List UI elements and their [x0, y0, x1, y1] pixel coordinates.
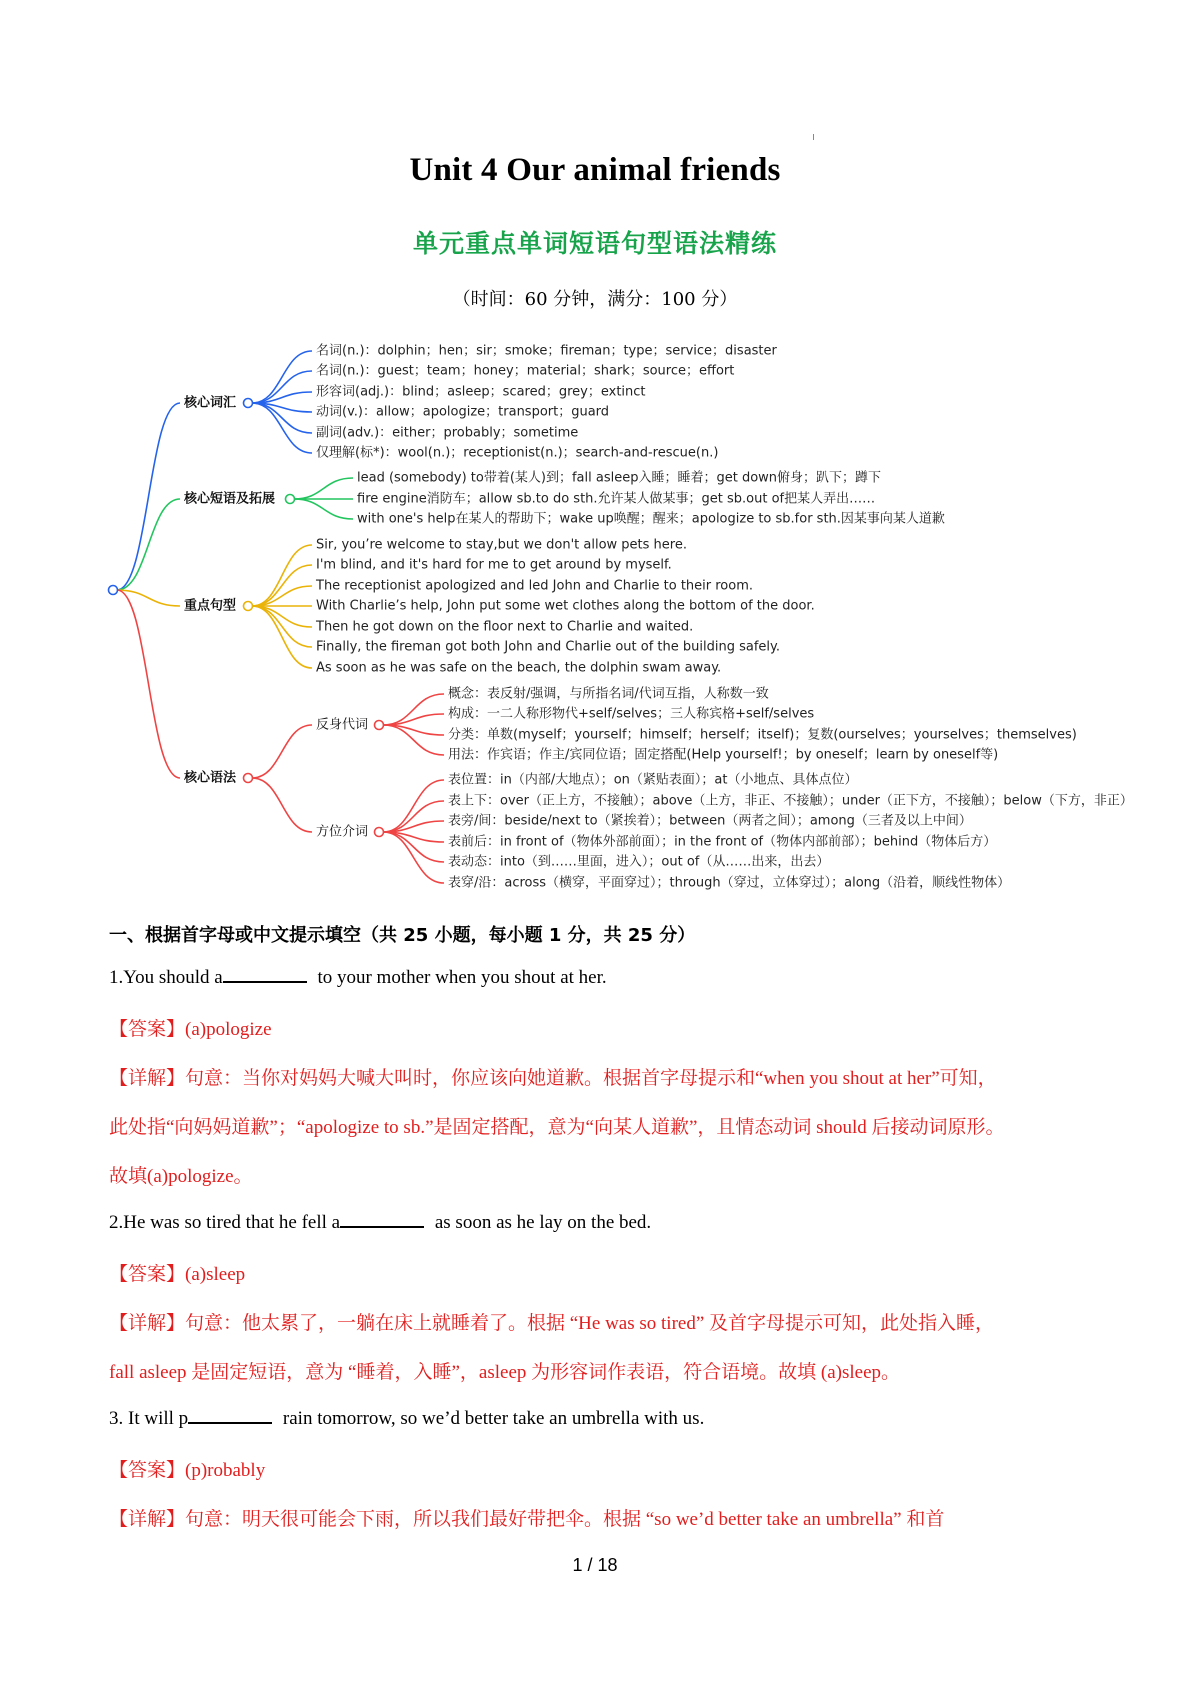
branch-item: 名词(n.)：guest；team；honey；material；shark；source；effort: [316, 363, 735, 379]
branch-label: 核心短语及拓展: [184, 491, 276, 507]
branch-item: fire engine消防车；allow sb.to do sth.允许某人做某事；get sb.out of把某人弄出……: [357, 491, 876, 507]
subbranch-item: 概念：表反射/强调，与所指名词/代词互指，人称数一致: [448, 686, 769, 702]
branch-label: 核心语法: [184, 770, 237, 786]
explanation-1-line-2: 此处指“向妈妈道歉”；“apologize to sb.”是固定搭配，意为“向某人道歉”，且情态动词 should 后接动词原形。: [109, 1117, 1005, 1138]
branch-item: The receptionist apologized and led John and Charlie to their room.: [316, 578, 754, 594]
branch-item: 形容词(adj.)：blind；asleep；scared；grey；extinct: [316, 384, 646, 400]
subbranch-connector: [252, 778, 312, 832]
branch-item: 动词(v.)：allow；apologize；transport；guard: [316, 404, 610, 420]
item-connector: [252, 565, 312, 606]
branch-item: Finally, the fireman got both John and Charlie out of the building safely.: [316, 639, 780, 655]
branch-item: Sir, you’re welcome to stay,but we don't allow pets here.: [316, 537, 687, 553]
item-connector: [294, 478, 353, 499]
explanation-2-line-2: fall asleep 是固定短语，意为 “睡着，入睡”，asleep 为形容词作表语，符合语境。故填 (a)sleep。: [109, 1362, 901, 1383]
time-info: （时间：60 分钟，满分：100 分）: [452, 289, 738, 310]
branch-connector: [117, 590, 180, 778]
item-connector: [294, 499, 353, 519]
branch-item: 副词(adv.)：either；probably；sometime: [316, 425, 579, 441]
branch-item: As soon as he was safe on the beach, the dolphin swam away.: [316, 660, 722, 676]
mind-map: [0, 330, 1190, 900]
item-connector: [252, 606, 312, 668]
subbranch-item: 用法：作宾语；作主/宾同位语；固定搭配(Help yourself!；by oneself；learn by oneself等): [448, 747, 999, 763]
question-2-after: as soon as he lay on the bed.: [430, 1212, 652, 1233]
subbranch-item: 表旁/间：beside/next to（紧挨着）；between（两者之间）；among（三者及以上中间）: [448, 813, 972, 829]
document-subtitle: 单元重点单词短语句型语法精练: [412, 229, 777, 258]
section-heading: 一、根据首字母或中文提示填空（共 25 小题，每小题 1 分，共 25 分）: [109, 925, 696, 946]
branch-connector: [117, 403, 180, 590]
subbranch-item: 构成：一二人称形物代+self/selves；三人称宾格+self/selves: [448, 706, 815, 722]
answer-3: 【答案】(p)robably: [109, 1460, 266, 1481]
branch-item: Then he got down on the floor next to Charlie and waited.: [316, 619, 694, 635]
branch-label: 重点句型: [184, 598, 237, 614]
subbranch-node: [375, 828, 384, 837]
subbranch-item: 表前后：in front of（物体外部前面）；in the front of（物体内部前部）；behind（物体后方）: [448, 834, 997, 850]
branch-node: [244, 399, 253, 408]
mind-map-labels: [109, 344, 1133, 891]
branch-node: [244, 602, 253, 611]
subbranch-connector: [252, 725, 312, 778]
subbranch-item: 表上下：over（正上方，不接触）；above（上方，非正、不接触）；under（正下方，不接触）；below（下方，非正）: [448, 793, 1133, 809]
page-number: 1 / 18: [572, 1555, 618, 1575]
answer-blank: [340, 1210, 424, 1228]
question-1: [109, 965, 607, 989]
item-connector: [252, 606, 312, 627]
explanation-2-line-1: 【详解】句意：他太累了，一躺在床上就睡着了。根据 “He was so tired” 及首字母提示可知，此处指入睡，: [109, 1313, 995, 1334]
branch-item: with one's help在某人的帮助下；wake up唤醒；醒来；apologize to sb.for sth.因某事向某人道歉: [357, 511, 945, 527]
branch-label: 核心词汇: [184, 395, 237, 411]
item-connector: [383, 780, 444, 832]
branch-node: [244, 774, 253, 783]
question-2: [109, 1210, 651, 1234]
question-2-before: 2.He was so tired that he fell a: [109, 1212, 341, 1233]
branch-item: 名词(n.)：dolphin；hen；sir；smoke；fireman；type；service；disaster: [316, 343, 777, 359]
subbranch-item: 表穿/沿：across（横穿，平面穿过）；through（穿过，立体穿过）；along（沿着，顺线性物体）: [448, 875, 1011, 891]
answer-blank: [223, 965, 307, 983]
answer-blank: [188, 1406, 272, 1424]
answer-2: 【答案】(a)sleep: [109, 1264, 246, 1285]
branch-item: 仅理解(标*)：wool(n.)；receptionist(n.)；search-and-rescue(n.): [316, 445, 719, 461]
answer-1: 【答案】(a)pologize: [109, 1019, 272, 1040]
subbranch-label: 反身代词: [316, 717, 369, 733]
subbranch-node: [375, 721, 384, 730]
document-title: Unit 4 Our animal friends: [409, 152, 781, 188]
item-connector: [252, 403, 312, 453]
explanation-1-line-3: 故填(a)pologize。: [109, 1166, 253, 1187]
branch-item: lead (somebody) to带着(某人)到；fall asleep入睡；睡着；get down俯身；趴下；蹲下: [357, 470, 882, 486]
question-3-after: rain tomorrow, so we’d better take an umbrella with us.: [278, 1408, 705, 1429]
question-3: [109, 1406, 704, 1430]
subbranch-label: 方位介词: [316, 824, 369, 840]
question-1-after: to your mother when you shout at her.: [312, 967, 607, 988]
question-3-before: 3. It will p: [109, 1408, 189, 1429]
branch-item: With Charlie’s help, John put some wet clothes along the bottom of the door.: [316, 598, 815, 614]
subbranch-item: 表位置：in（内部/大地点）；on（紧贴表面）；at（小地点、具体点位）: [448, 772, 858, 788]
question-1-before: 1.You should a: [109, 967, 223, 988]
branch-node: [286, 495, 295, 504]
explanation-1-line-1: 【详解】句意：当你对妈妈大喊大叫时，你应该向她道歉。根据首字母提示和“when you shout at her”可知，: [109, 1068, 997, 1089]
branch-connector: [117, 499, 180, 590]
item-connector: [252, 351, 312, 403]
explanation-3-line-1: 【详解】句意：明天很可能会下雨，所以我们最好带把伞。根据 “so we’d better take an umbrella” 和首: [109, 1509, 945, 1530]
tick-mark: [813, 134, 814, 140]
item-connector: [383, 832, 444, 883]
branch-item: I'm blind, and it's hard for me to get around by myself.: [316, 557, 672, 573]
subbranch-item: 分类：单数(myself；yourself；himself；herself；itself)；复数(ourselves；yourselves；themselves): [448, 727, 1077, 743]
subbranch-item: 表动态：into（到……里面，进入）；out of（从……出来，出去）: [448, 854, 830, 870]
mind-map-root-node: [109, 586, 118, 595]
